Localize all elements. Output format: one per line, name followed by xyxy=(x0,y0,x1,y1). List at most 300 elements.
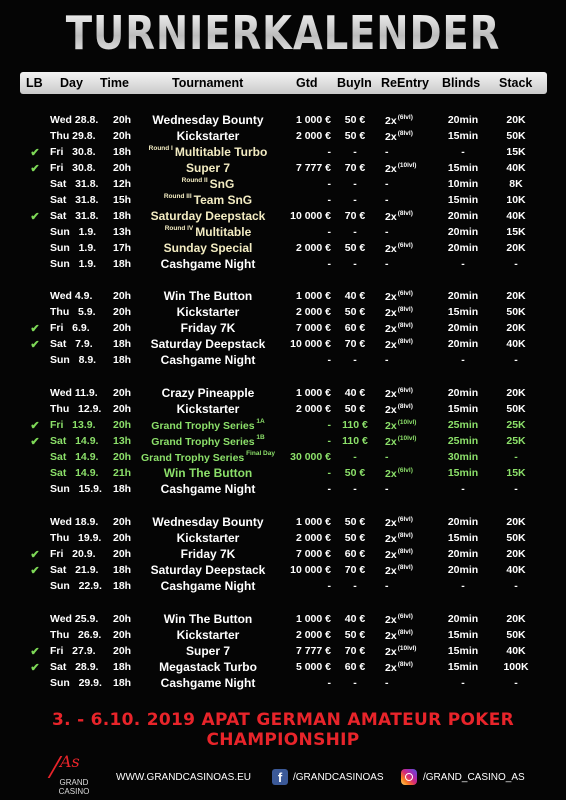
row-time: 20h xyxy=(113,290,132,302)
row-time: 20h xyxy=(113,419,132,431)
row-gtd: 1 000 € xyxy=(295,114,331,126)
row-day: Sun 8.9. xyxy=(50,354,97,366)
row-blinds: - xyxy=(461,146,465,158)
tournament-name: Win The Button xyxy=(163,289,253,303)
row-blinds: 15min xyxy=(447,645,479,657)
check-icon: ✔ xyxy=(30,420,40,432)
row-buyin: - xyxy=(353,580,357,592)
table-row xyxy=(0,337,566,353)
row-day: Wed 4.9. xyxy=(50,290,93,302)
row-gtd: 1 000 € xyxy=(295,387,331,399)
row-reentry: $2x^{(10lvl)}$ xyxy=(385,419,417,432)
row-stack: 20K xyxy=(506,322,526,334)
table-row xyxy=(0,531,566,547)
row-day: Fri 20.9. xyxy=(50,548,96,560)
row-stack: 40K xyxy=(506,645,526,657)
row-tournament xyxy=(130,482,286,496)
row-buyin: 60 € xyxy=(344,661,366,673)
row-blinds: 15min xyxy=(447,162,479,174)
row-time: 18h xyxy=(113,258,132,270)
check-icon: ✔ xyxy=(30,662,40,674)
check-icon: ✔ xyxy=(30,147,40,159)
row-reentry: $2x^{(8lvl)}$ xyxy=(385,130,413,143)
header-blinds: Blinds xyxy=(442,76,481,90)
website-link[interactable]: WWW.GRANDCASINOAS.EU xyxy=(116,772,252,783)
tournament-name: SnG xyxy=(209,177,235,191)
row-blinds: 20min xyxy=(447,290,479,302)
table-header xyxy=(20,72,547,94)
table-row xyxy=(0,161,566,177)
row-time: 18h xyxy=(113,210,132,222)
header-reentry: ReEntry xyxy=(381,76,429,90)
row-reentry: $2x^{(8lvl)}$ xyxy=(385,210,413,223)
row-reentry: $2x^{(6lvl)}$ xyxy=(385,387,413,400)
row-day: Sat 31.8. xyxy=(50,210,99,222)
row-day: Fri 30.8. xyxy=(50,146,96,158)
row-day: Sat 28.9. xyxy=(50,661,99,673)
tournament-name: Kickstarter xyxy=(176,531,240,545)
row-stack: - xyxy=(514,580,518,592)
row-day: Thu 5.9. xyxy=(50,306,96,318)
row-gtd: 2 000 € xyxy=(295,403,331,415)
tournament-stage: 1A xyxy=(254,418,265,425)
row-reentry: $2x^{(6lvl)}$ xyxy=(385,516,413,529)
row-blinds: 10min xyxy=(447,178,479,190)
row-time: 13h xyxy=(113,435,132,447)
check-icon: ✔ xyxy=(30,323,40,335)
tournament-name: Kickstarter xyxy=(176,305,240,319)
row-blinds: 20min xyxy=(447,387,479,399)
row-day: Wed 11.9. xyxy=(50,387,98,399)
table-row xyxy=(0,321,566,337)
row-reentry: - xyxy=(385,483,389,495)
row-buyin: 50 € xyxy=(344,516,366,528)
row-day: Sun 1.9. xyxy=(50,258,97,270)
tournament-name: Saturday Deepstack xyxy=(150,209,266,223)
row-time: 20h xyxy=(113,532,132,544)
check-icon: ✔ xyxy=(30,549,40,561)
row-tournament xyxy=(130,193,286,207)
row-reentry: $2x^{(8lvl)}$ xyxy=(385,532,413,545)
row-time: 18h xyxy=(113,661,132,673)
reentry-levels: (6lvl) xyxy=(397,387,413,394)
table-row xyxy=(0,225,566,241)
row-gtd: 7 777 € xyxy=(295,645,331,657)
row-tournament xyxy=(130,337,286,351)
check-icon: ✔ xyxy=(30,339,40,351)
row-time: 20h xyxy=(113,645,132,657)
row-gtd: - xyxy=(327,146,331,158)
row-gtd: - xyxy=(327,258,331,270)
row-stack: 40K xyxy=(506,210,526,222)
row-blinds: 30min xyxy=(447,451,479,463)
row-stack: 20K xyxy=(506,290,526,302)
row-day: Sun 22.9. xyxy=(50,580,102,592)
reentry-levels: (8lvl) xyxy=(397,548,413,555)
instagram-link[interactable]: /GRAND_CASINO_AS xyxy=(423,772,525,783)
championship-banner: 3. - 6.10. 2019 APAT GERMAN AMATEUR POKER CHAMPIONSHIP xyxy=(51,710,515,750)
row-stack: 20K xyxy=(506,387,526,399)
row-time: 20h xyxy=(113,548,132,560)
row-blinds: 15min xyxy=(447,403,479,415)
row-reentry: $2x^{(8lvl)}$ xyxy=(385,661,413,674)
row-buyin: - xyxy=(353,483,357,495)
row-day: Sat 14.9. xyxy=(50,435,99,447)
row-stack: 50K xyxy=(506,130,526,142)
row-tournament xyxy=(130,612,286,626)
row-blinds: 15min xyxy=(447,467,479,479)
row-gtd: 5 000 € xyxy=(295,661,331,673)
row-reentry: $2x^{(10lvl)}$ xyxy=(385,435,417,448)
reentry-levels: (6lvl) xyxy=(397,290,413,297)
row-blinds: 15min xyxy=(447,629,479,641)
row-time: 20h xyxy=(113,162,132,174)
row-gtd: - xyxy=(327,435,331,447)
table-row xyxy=(0,129,566,145)
table-row xyxy=(0,257,566,273)
row-blinds: 15min xyxy=(447,194,479,206)
tournament-name: Cashgame Night xyxy=(160,579,256,593)
row-tournament xyxy=(130,579,286,593)
row-buyin: - xyxy=(353,354,357,366)
row-day: Wed 18.9. xyxy=(50,516,99,528)
row-time: 20h xyxy=(113,387,132,399)
row-tournament xyxy=(130,450,286,464)
row-blinds: 20min xyxy=(447,226,479,238)
row-gtd: - xyxy=(327,194,331,206)
row-day: Sun 1.9. xyxy=(50,242,97,254)
tournament-name: Cashgame Night xyxy=(160,353,256,367)
row-reentry: $2x^{(6lvl)}$ xyxy=(385,290,413,303)
row-gtd: 7 000 € xyxy=(295,322,331,334)
table-row xyxy=(0,113,566,129)
row-stack: - xyxy=(514,677,518,689)
row-buyin: 60 € xyxy=(344,322,366,334)
row-time: 18h xyxy=(113,338,132,350)
table-row xyxy=(0,434,566,450)
row-reentry: $2x^{(6lvl)}$ xyxy=(385,114,413,127)
row-tournament xyxy=(130,209,286,223)
row-time: 20h xyxy=(113,403,132,415)
table-row xyxy=(0,177,566,193)
reentry-levels: (6lvl) xyxy=(397,114,413,121)
tournament-name: Win The Button xyxy=(163,466,253,480)
row-tournament xyxy=(130,547,286,561)
tournament-name: Friday 7K xyxy=(180,547,236,561)
row-tournament xyxy=(130,225,286,239)
row-time: 15h xyxy=(113,194,132,206)
row-buyin: - xyxy=(353,226,357,238)
row-buyin: 50 € xyxy=(344,532,366,544)
tournament-name: Kickstarter xyxy=(176,628,240,642)
header-time: Time xyxy=(100,76,129,90)
row-stack: 40K xyxy=(506,338,526,350)
reentry-levels: (10lvl) xyxy=(397,419,417,426)
table-row xyxy=(0,289,566,305)
tournament-name: Grand Trophy Series xyxy=(151,420,255,432)
table-row xyxy=(0,386,566,402)
row-stack: 15K xyxy=(506,467,526,479)
row-buyin: 40 € xyxy=(344,387,366,399)
row-blinds: 20min xyxy=(447,338,479,350)
row-tournament xyxy=(130,177,286,191)
row-stack: 8K xyxy=(509,178,523,190)
row-reentry: - xyxy=(385,354,389,366)
row-time: 18h xyxy=(113,354,132,366)
row-blinds: 20min xyxy=(447,613,479,625)
row-reentry: $2x^{(8lvl)}$ xyxy=(385,548,413,561)
row-reentry: - xyxy=(385,451,389,463)
row-stack: 50K xyxy=(506,532,526,544)
row-tournament xyxy=(130,660,286,674)
row-reentry: $2x^{(10lvl)}$ xyxy=(385,645,417,658)
row-gtd: 7 000 € xyxy=(295,548,331,560)
reentry-levels: (8lvl) xyxy=(397,532,413,539)
row-tournament xyxy=(130,321,286,335)
tournament-name: Megastack Turbo xyxy=(159,660,257,674)
row-tournament xyxy=(130,257,286,271)
row-tournament xyxy=(130,113,286,127)
row-reentry: $2x^{(8lvl)}$ xyxy=(385,322,413,335)
row-tournament xyxy=(130,402,286,416)
tournament-name: Super 7 xyxy=(185,161,230,175)
row-buyin: - xyxy=(353,451,357,463)
row-gtd: 2 000 € xyxy=(295,130,331,142)
tournament-round: Round III xyxy=(163,193,192,200)
row-tournament xyxy=(130,644,286,658)
tournament-name: Crazy Pineapple xyxy=(161,386,255,400)
table-row xyxy=(0,145,566,161)
row-buyin: 60 € xyxy=(344,548,366,560)
tournament-name: Team SnG xyxy=(193,193,253,207)
check-icon: ✔ xyxy=(30,211,40,223)
row-reentry: $2x^{(8lvl)}$ xyxy=(385,338,413,351)
table-row xyxy=(0,612,566,628)
facebook-icon: f xyxy=(272,769,288,785)
row-tournament xyxy=(130,531,286,545)
row-buyin: - xyxy=(353,677,357,689)
tournament-name: Super 7 xyxy=(185,644,230,658)
row-tournament xyxy=(130,305,286,319)
row-day: Thu 19.9. xyxy=(50,532,102,544)
row-time: 20h xyxy=(113,130,132,142)
row-stack: - xyxy=(514,354,518,366)
reentry-levels: (8lvl) xyxy=(397,210,413,217)
row-blinds: 20min xyxy=(447,516,479,528)
row-day: Fri 30.8. xyxy=(50,162,96,174)
table-row xyxy=(0,644,566,660)
reentry-levels: (10lvl) xyxy=(397,645,417,652)
row-time: 20h xyxy=(113,322,132,334)
footer xyxy=(0,744,566,800)
row-gtd: 1 000 € xyxy=(295,516,331,528)
row-buyin: 70 € xyxy=(344,162,366,174)
table-row xyxy=(0,193,566,209)
row-reentry: $2x^{(10lvl)}$ xyxy=(385,162,417,175)
table-row xyxy=(0,466,566,482)
row-stack: 40K xyxy=(506,564,526,576)
row-reentry: $2x^{(6lvl)}$ xyxy=(385,613,413,626)
row-gtd: - xyxy=(327,226,331,238)
tournament-name: Win The Button xyxy=(163,612,253,626)
tournament-name: Kickstarter xyxy=(176,129,240,143)
tournament-stage: 1B xyxy=(254,434,265,441)
row-buyin: 50 € xyxy=(344,242,366,254)
row-tournament xyxy=(130,434,286,448)
check-icon: ✔ xyxy=(30,436,40,448)
row-buyin: 50 € xyxy=(344,306,366,318)
tournament-name: Multitable Turbo xyxy=(174,145,268,159)
row-reentry: $2x^{(6lvl)}$ xyxy=(385,242,413,255)
tournament-name: Grand Trophy Series xyxy=(151,436,255,448)
row-gtd: 10 000 € xyxy=(290,338,331,350)
row-reentry: $2x^{(8lvl)}$ xyxy=(385,564,413,577)
row-buyin: 70 € xyxy=(344,338,366,350)
row-day: Sun 29.9. xyxy=(50,677,102,689)
tournament-name: Grand Trophy Series xyxy=(140,452,245,464)
row-reentry: - xyxy=(385,146,389,158)
row-stack: 10K xyxy=(506,194,526,206)
row-blinds: - xyxy=(461,677,465,689)
reentry-levels: (8lvl) xyxy=(397,629,413,636)
row-gtd: 2 000 € xyxy=(295,306,331,318)
row-buyin: 50 € xyxy=(344,130,366,142)
table-row xyxy=(0,305,566,321)
reentry-levels: (10lvl) xyxy=(397,435,417,442)
row-day: Thu 12.9. xyxy=(50,403,102,415)
row-gtd: - xyxy=(327,354,331,366)
row-day: Sat 31.8. xyxy=(50,178,99,190)
header-buyin: BuyIn xyxy=(337,76,372,90)
table-row xyxy=(0,547,566,563)
row-buyin: 70 € xyxy=(344,564,366,576)
row-buyin: 50 € xyxy=(344,467,366,479)
row-day: Sat 14.9. xyxy=(50,451,99,463)
reentry-levels: (6lvl) xyxy=(397,613,413,620)
tournament-name: Saturday Deepstack xyxy=(150,337,266,351)
poster-title: TURNIERKALENDER xyxy=(45,6,520,60)
row-time: 18h xyxy=(113,483,132,495)
row-stack: 20K xyxy=(506,613,526,625)
row-reentry: - xyxy=(385,580,389,592)
check-icon: ✔ xyxy=(30,163,40,175)
row-blinds: 25min xyxy=(447,419,479,431)
row-blinds: - xyxy=(461,258,465,270)
row-gtd: - xyxy=(327,483,331,495)
row-day: Sat 14.9. xyxy=(50,467,99,479)
facebook-link[interactable]: /GRANDCASINOAS xyxy=(293,772,384,783)
logo-mark: As xyxy=(60,752,80,771)
row-blinds: 20min xyxy=(447,322,479,334)
row-time: 18h xyxy=(113,564,132,576)
row-day: Sat 7.9. xyxy=(50,338,93,350)
table-row xyxy=(0,515,566,531)
row-reentry: $2x^{(8lvl)}$ xyxy=(385,306,413,319)
row-stack: - xyxy=(514,258,518,270)
tournament-stage: Final Day xyxy=(244,450,275,457)
row-gtd: - xyxy=(327,467,331,479)
row-gtd: 30 000 € xyxy=(290,451,331,463)
row-time: 18h xyxy=(113,146,132,158)
row-stack: 20K xyxy=(506,516,526,528)
table-row xyxy=(0,418,566,434)
table-row xyxy=(0,353,566,369)
row-time: 13h xyxy=(113,226,132,238)
row-blinds: 15min xyxy=(447,532,479,544)
reentry-levels: (10lvl) xyxy=(397,162,417,169)
row-buyin: 70 € xyxy=(344,645,366,657)
row-day: Sun 1.9. xyxy=(50,226,97,238)
row-blinds: - xyxy=(461,354,465,366)
table-row xyxy=(0,628,566,644)
tournament-name: Saturday Deepstack xyxy=(150,563,266,577)
row-buyin: 70 € xyxy=(344,210,366,222)
reentry-levels: (8lvl) xyxy=(397,130,413,137)
row-buyin: - xyxy=(353,146,357,158)
row-time: 20h xyxy=(113,451,132,463)
row-stack: 50K xyxy=(506,306,526,318)
reentry-levels: (8lvl) xyxy=(397,322,413,329)
table-row xyxy=(0,676,566,692)
row-tournament xyxy=(130,386,286,400)
row-time: 20h xyxy=(113,613,132,625)
reentry-levels: (8lvl) xyxy=(397,661,413,668)
table-row xyxy=(0,660,566,676)
reentry-levels: (8lvl) xyxy=(397,403,413,410)
tournament-round: Round I xyxy=(148,145,173,152)
row-stack: 40K xyxy=(506,162,526,174)
row-stack: 25K xyxy=(506,435,526,447)
row-stack: 20K xyxy=(506,242,526,254)
row-day: Fri 6.9. xyxy=(50,322,90,334)
reentry-levels: (6lvl) xyxy=(397,242,413,249)
row-gtd: 2 000 € xyxy=(295,629,331,641)
row-day: Sat 31.8. xyxy=(50,194,99,206)
row-reentry: $2x^{(6lvl)}$ xyxy=(385,467,413,480)
row-time: 18h xyxy=(113,580,132,592)
row-reentry: - xyxy=(385,226,389,238)
row-gtd: 7 777 € xyxy=(295,162,331,174)
header-lb: LB xyxy=(26,76,43,90)
tournament-name: Wednesday Bounty xyxy=(152,113,264,127)
row-gtd: - xyxy=(327,580,331,592)
reentry-levels: (6lvl) xyxy=(397,467,413,474)
row-day: Wed 28.8. xyxy=(50,114,99,126)
row-buyin: 50 € xyxy=(344,629,366,641)
row-tournament xyxy=(130,241,286,255)
row-tournament xyxy=(130,353,286,367)
row-buyin: 110 € xyxy=(342,419,368,431)
row-day: Thu 29.8. xyxy=(50,130,96,142)
row-tournament xyxy=(130,161,286,175)
table-row xyxy=(0,402,566,418)
row-buyin: 50 € xyxy=(344,403,366,415)
table-row xyxy=(0,450,566,466)
tournament-name: Sunday Special xyxy=(163,241,253,255)
row-gtd: 10 000 € xyxy=(290,210,331,222)
table-row xyxy=(0,563,566,579)
logo-name: GRAND CASINO xyxy=(58,778,90,796)
row-tournament xyxy=(130,418,286,432)
row-tournament xyxy=(130,515,286,529)
table-row xyxy=(0,482,566,498)
table-row xyxy=(0,209,566,225)
row-blinds: - xyxy=(461,580,465,592)
row-time: 18h xyxy=(113,677,132,689)
header-stack: Stack xyxy=(499,76,533,90)
row-buyin: - xyxy=(353,258,357,270)
row-day: Sat 21.9. xyxy=(50,564,99,576)
